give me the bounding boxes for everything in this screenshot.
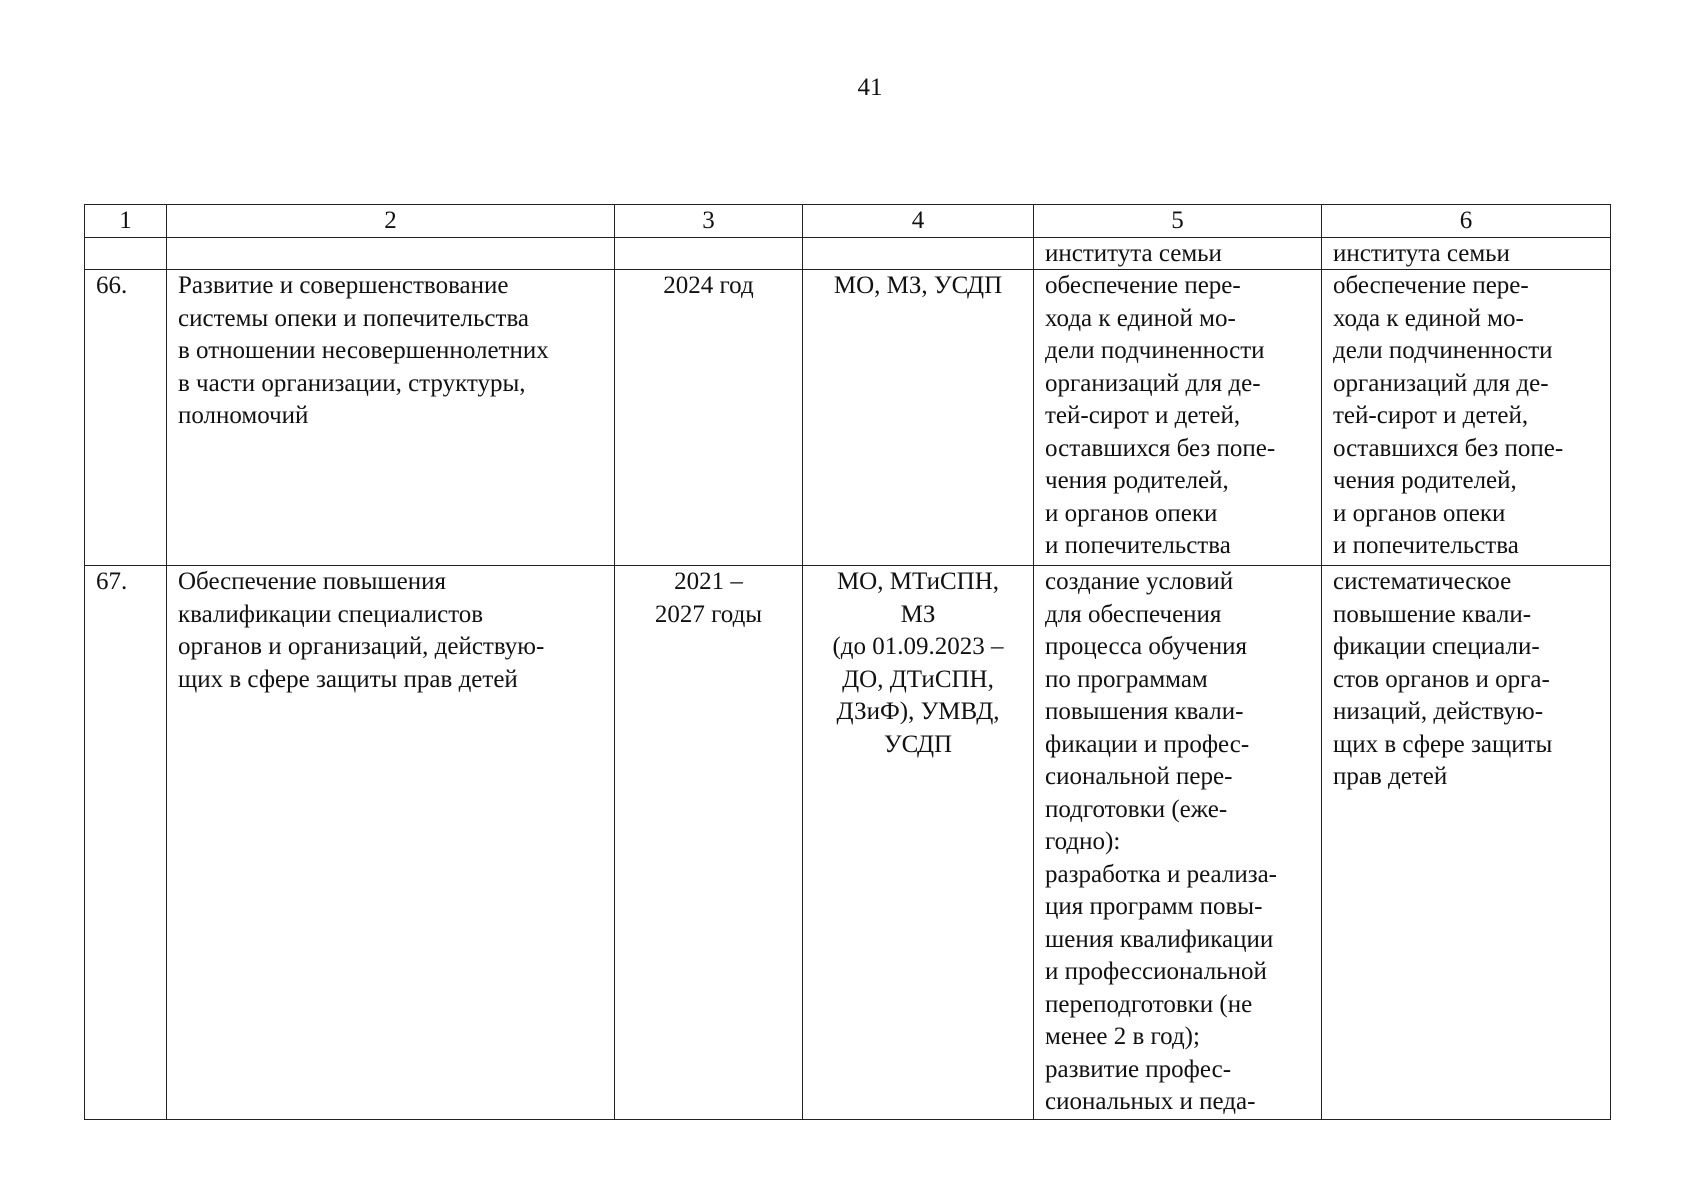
- column-number: 5: [1034, 205, 1322, 238]
- empty-cell: [85, 238, 167, 270]
- responsible-cell: МО, МЗ, УСДП: [803, 270, 1034, 566]
- page-number: 41: [857, 74, 883, 101]
- term-cell: 2021 – 2027 годы: [615, 566, 803, 1120]
- row-number: 67.: [85, 566, 167, 1120]
- responsible-cell: МО, МТиСПН, МЗ (до 01.09.2023 – ДО, ДТиСПН, ДЗиФ), УМВД, УСДП: [803, 566, 1034, 1120]
- empty-cell: [615, 238, 803, 270]
- empty-cell: [803, 238, 1034, 270]
- term-cell: 2024 год: [615, 270, 803, 566]
- result-cell: обеспечение пере- хода к единой мо- дели подчиненности организаций для де- тей-сирот и детей, оставшихся без попе- чения родителей, и органов опеки и попечительства: [1034, 270, 1322, 566]
- column-number: 1: [85, 205, 167, 238]
- row-number: 66.: [85, 270, 167, 566]
- empty-cell: [167, 238, 615, 270]
- column-number: 3: [615, 205, 803, 238]
- indicator-cell: обеспечение пере- хода к единой мо- дели подчиненности организаций для де- тей-сирот и детей, оставшихся без попе- чения родителей, и органов опеки и попечительства: [1322, 270, 1611, 566]
- table-row: [85, 566, 1611, 1120]
- column-number: 2: [167, 205, 615, 238]
- continuation-result-cell: института семьи: [1034, 238, 1322, 270]
- column-number: 4: [803, 205, 1034, 238]
- event-cell: Развитие и совершенствование системы опеки и попечительства в отношении несовершеннолетних в части организации, структуры, полномочий: [167, 270, 615, 566]
- continuation-indicator-cell: института семьи: [1322, 238, 1611, 270]
- table-row: [85, 270, 1611, 566]
- result-cell: создание условий для обеспечения процесса обучения по программам повышения квали- фикации и профес- сиональной пере- подготовки (еже- годно): разработка и реализа- ция программ повы- шения квалификации и профессиональной переподготовки (не менее 2 в год); развитие профес- сиональных и педа-: [1034, 566, 1322, 1120]
- column-number: 6: [1322, 205, 1611, 238]
- continuation-row: [85, 238, 1611, 270]
- column-numbers-row: [85, 205, 1611, 238]
- indicator-cell: систематическое повышение квали- фикации специали- стов органов и орга- низаций, действую- щих в сфере защиты прав детей: [1322, 566, 1611, 1120]
- event-cell: Обеспечение повышения квалификации специалистов органов и организаций, действую- щих в сфере защиты прав детей: [167, 566, 615, 1120]
- measures-table: [84, 204, 1611, 1120]
